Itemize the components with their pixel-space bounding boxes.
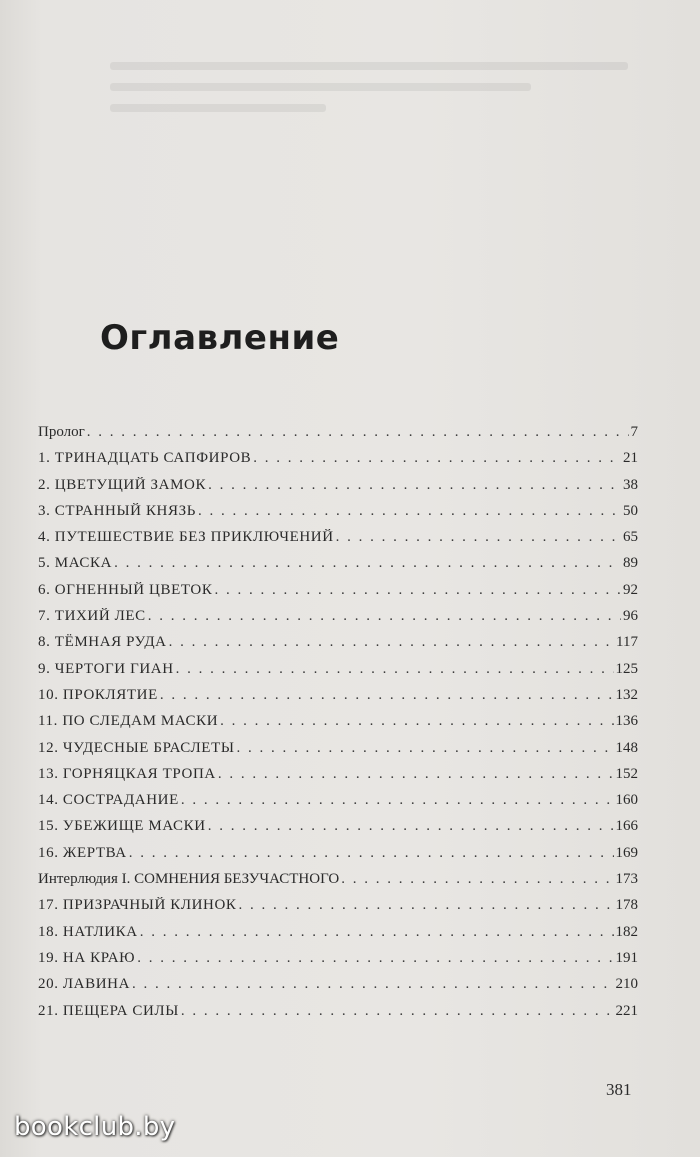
toc-entry-title: 12. ЧУДЕСНЫЕ БРАСЛЕТЫ	[38, 739, 235, 756]
toc-leader-dots	[208, 818, 614, 835]
toc-entry	[38, 450, 638, 476]
toc-entry-title: 2. ЦВЕТУЩИЙ ЗАМОК	[38, 476, 207, 493]
toc-entry-page: 89	[623, 555, 638, 572]
toc-leader-dots	[208, 477, 621, 494]
toc-entry-title: 13. ГОРНЯЦКАЯ ТРОПА	[38, 765, 216, 782]
toc-entry-title: 4. ПУТЕШЕСТВИЕ БЕЗ ПРИКЛЮЧЕНИЙ	[38, 529, 334, 546]
toc-entry	[38, 1003, 638, 1029]
toc-entry-page: 160	[615, 792, 638, 809]
toc-entry	[38, 634, 638, 660]
toc-entry-page: 38	[623, 476, 638, 493]
toc-entry-title: 15. УБЕЖИЩЕ МАСКИ	[38, 818, 206, 835]
toc-leader-dots	[132, 976, 613, 993]
toc-entry-title: 18. НАТЛИКА	[38, 923, 138, 940]
toc-entry-page: 96	[623, 608, 638, 625]
toc-entry	[38, 661, 638, 687]
toc-entry-page: 50	[623, 502, 638, 519]
toc-entry-title: 17. ПРИЗРАЧНЫЙ КЛИНОК	[38, 897, 237, 914]
toc-entry-title: 14. СОСТРАДАНИЕ	[38, 792, 179, 809]
toc-leader-dots	[169, 634, 614, 651]
toc-entry-page: 210	[615, 976, 638, 993]
table-of-contents	[38, 424, 638, 1029]
toc-leader-dots	[129, 845, 614, 862]
toc-leader-dots	[181, 1003, 614, 1020]
toc-entry-title: 8. ТЁМНАЯ РУДА	[38, 634, 167, 651]
toc-entry-page: 178	[615, 897, 638, 914]
toc-entry-page: 173	[615, 871, 638, 888]
toc-entry	[38, 976, 638, 1002]
toc-leader-dots	[341, 871, 613, 888]
toc-entry	[38, 687, 638, 713]
toc-leader-dots	[218, 766, 614, 783]
toc-entry	[38, 713, 638, 739]
toc-entry-title: 11. ПО СЛЕДАМ МАСКИ	[38, 713, 219, 730]
toc-entry	[38, 871, 638, 897]
toc-leader-dots	[176, 661, 614, 678]
toc-entry-page: 65	[623, 529, 638, 546]
toc-entry-title: 3. СТРАННЫЙ КНЯЗЬ	[38, 502, 196, 519]
toc-entry	[38, 424, 638, 450]
toc-entry-title: 10. ПРОКЛЯТИЕ	[38, 686, 158, 703]
toc-leader-dots	[160, 687, 614, 704]
page-number: 381	[606, 1080, 632, 1099]
toc-leader-dots	[237, 740, 614, 757]
toc-entry	[38, 740, 638, 766]
toc-entry	[38, 582, 638, 608]
toc-entry-title: 21. ПЕЩЕРА СИЛЫ	[38, 1002, 179, 1019]
toc-leader-dots	[87, 424, 629, 441]
toc-entry-title: 7. ТИХИЙ ЛЕС	[38, 608, 146, 625]
toc-leader-dots	[148, 608, 621, 625]
toc-entry-page: 125	[615, 660, 638, 677]
toc-entry-title: Пролог	[38, 424, 85, 440]
toc-entry-title: 5. МАСКА	[38, 555, 113, 572]
toc-leader-dots	[114, 555, 621, 572]
toc-leader-dots	[181, 792, 614, 809]
toc-leader-dots	[137, 950, 613, 967]
show-through-text	[110, 62, 650, 172]
toc-entry-title: 6. ОГНЕННЫЙ ЦВЕТОК	[38, 581, 213, 598]
toc-leader-dots	[220, 713, 613, 730]
toc-entry-page: 148	[615, 739, 638, 756]
toc-entry-page: 92	[623, 581, 638, 598]
toc-entry	[38, 529, 638, 555]
toc-entry-page: 182	[615, 923, 638, 940]
toc-leader-dots	[214, 582, 621, 599]
toc-entry-page: 221	[615, 1002, 638, 1019]
toc-entry	[38, 503, 638, 529]
toc-leader-dots	[253, 450, 621, 467]
toc-entry	[38, 555, 638, 581]
watermark: bookclub.by	[14, 1112, 176, 1142]
toc-entry	[38, 477, 638, 503]
toc-entry-title: 19. НА КРАЮ	[38, 949, 136, 966]
toc-entry-page: 166	[615, 818, 638, 835]
toc-entry-title: 16. ЖЕРТВА	[38, 844, 127, 861]
toc-entry-page: 132	[615, 686, 638, 703]
toc-entry	[38, 608, 638, 634]
toc-entry	[38, 897, 638, 923]
toc-entry	[38, 792, 638, 818]
toc-entry	[38, 924, 638, 950]
toc-entry-title: 1. ТРИНАДЦАТЬ САПФИРОВ	[38, 450, 252, 467]
toc-entry-page: 117	[616, 634, 638, 651]
toc-entry	[38, 766, 638, 792]
toc-entry-title: 9. ЧЕРТОГИ ГИАН	[38, 660, 174, 677]
toc-entry-title: 20. ЛАВИНА	[38, 976, 131, 993]
toc-entry-title: Интерлюдия I. СОМНЕНИЯ БЕЗУЧАСТНОГО	[38, 871, 340, 888]
toc-entry	[38, 950, 638, 976]
toc-entry-page: 152	[615, 765, 638, 782]
page-title: Оглавление	[100, 318, 340, 358]
toc-entry	[38, 818, 638, 844]
toc-leader-dots	[198, 503, 621, 520]
toc-entry-page: 191	[615, 949, 638, 966]
toc-entry-page: 169	[615, 844, 638, 861]
toc-leader-dots	[239, 897, 614, 914]
toc-entry	[38, 845, 638, 871]
toc-leader-dots	[140, 924, 614, 941]
toc-entry-page: 21	[623, 450, 638, 467]
toc-entry-page: 136	[615, 713, 638, 730]
toc-leader-dots	[336, 529, 621, 546]
toc-entry-page: 7	[630, 424, 638, 440]
